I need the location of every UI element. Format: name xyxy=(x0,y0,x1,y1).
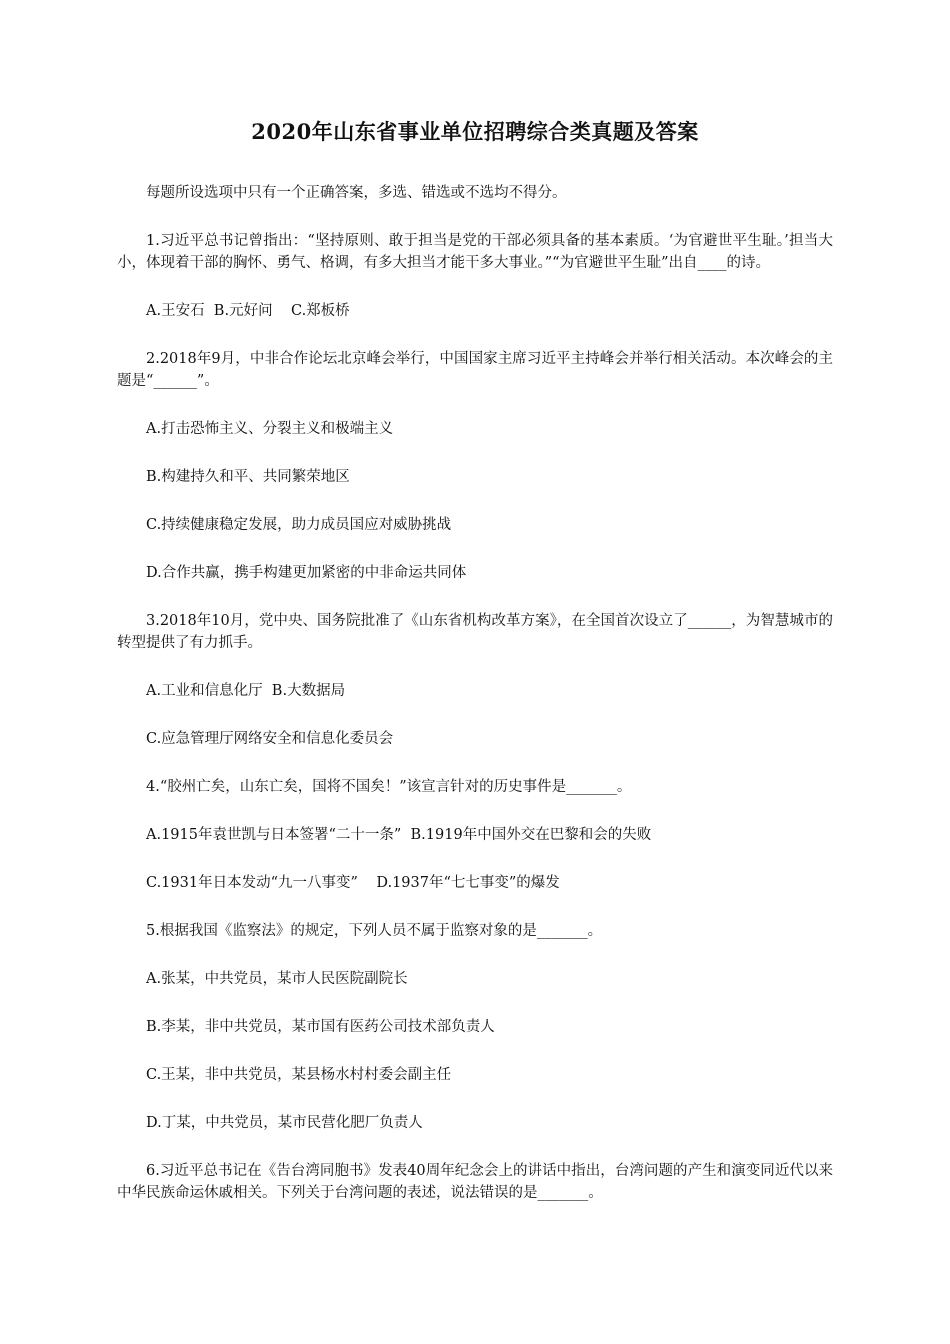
question-option: B.构建持久和平、共同繁荣地区 xyxy=(146,469,350,485)
question-option: D.丁某，中共党员，某市民营化肥厂负责人 xyxy=(146,1115,423,1131)
question-option: C.应急管理厅网络安全和信息化委员会 xyxy=(146,731,394,747)
question-stem: 6.习近平总书记在《告台湾同胞书》发表40周年纪念会上的讲话中指出，台湾问题的产生和演变同近代以来中华民族命运休戚相关。下列关于台湾问题的表述，说法错误的是_______。 xyxy=(117,1163,833,1201)
document-body xyxy=(117,182,833,1230)
question-option: A.工业和信息化厅 B.大数据局 xyxy=(146,683,346,699)
document-title: 2020年山东省事业单位招聘综合类真题及答案 xyxy=(251,119,699,144)
question-6 xyxy=(117,1160,833,1204)
question-option: C.王某，非中共党员，某县杨水村村委会副主任 xyxy=(146,1067,452,1083)
question-stem: 3.2018年10月，党中央、国务院批准了《山东省机构改革方案》，在全国首次设立了______，为智慧城市的转型提供了有力抓手。 xyxy=(117,613,833,651)
question-stem: 5.根据我国《监察法》的规定，下列人员不属于监察对象的是_______。 xyxy=(146,923,603,939)
question-option: A.王安石 B.元好问 C.郑板桥 xyxy=(146,303,350,319)
instruction-text: 每题所设选项中只有一个正确答案，多选、错选或不选均不得分。 xyxy=(146,185,567,201)
question-option: A.张某，中共党员，某市人民医院副院长 xyxy=(146,971,408,987)
question-1 xyxy=(117,230,833,322)
question-2 xyxy=(117,348,833,584)
question-option: D.合作共赢，携手构建更加紧密的中非命运共同体 xyxy=(146,565,467,581)
question-3 xyxy=(117,610,833,750)
question-stem: 4.“胶州亡矣，山东亡矣，国将不国矣！”该宣言针对的历史事件是_______。 xyxy=(146,779,632,795)
question-option: C.持续健康稳定发展，助力成员国应对威胁挑战 xyxy=(146,517,452,533)
question-stem: 2.2018年9月，中非合作论坛北京峰会举行，中国国家主席习近平主持峰会并举行相关活动。本次峰会的主题是“______”。 xyxy=(117,351,833,389)
question-4 xyxy=(117,776,833,894)
question-option: A.1915年袁世凯与日本签署“二十一条” B.1919年中国外交在巴黎和会的失败 xyxy=(146,827,652,843)
question-stem: 1.习近平总书记曾指出：“坚持原则、敢于担当是党的干部必须具备的基本素质。‘为官避世平生耻。’担当大小，体现着干部的胸怀、勇气、格调，有多大担当才能干多大事业。”“为官避世平生耻”出自____的诗。 xyxy=(117,233,833,271)
question-option: A.打击恐怖主义、分裂主义和极端主义 xyxy=(146,421,394,437)
question-option: B.李某，非中共党员，某市国有医药公司技术部负责人 xyxy=(146,1019,495,1035)
question-5 xyxy=(117,920,833,1134)
question-option: C.1931年日本发动“九一八事变” D.1937年“七七事变”的爆发 xyxy=(146,875,560,891)
